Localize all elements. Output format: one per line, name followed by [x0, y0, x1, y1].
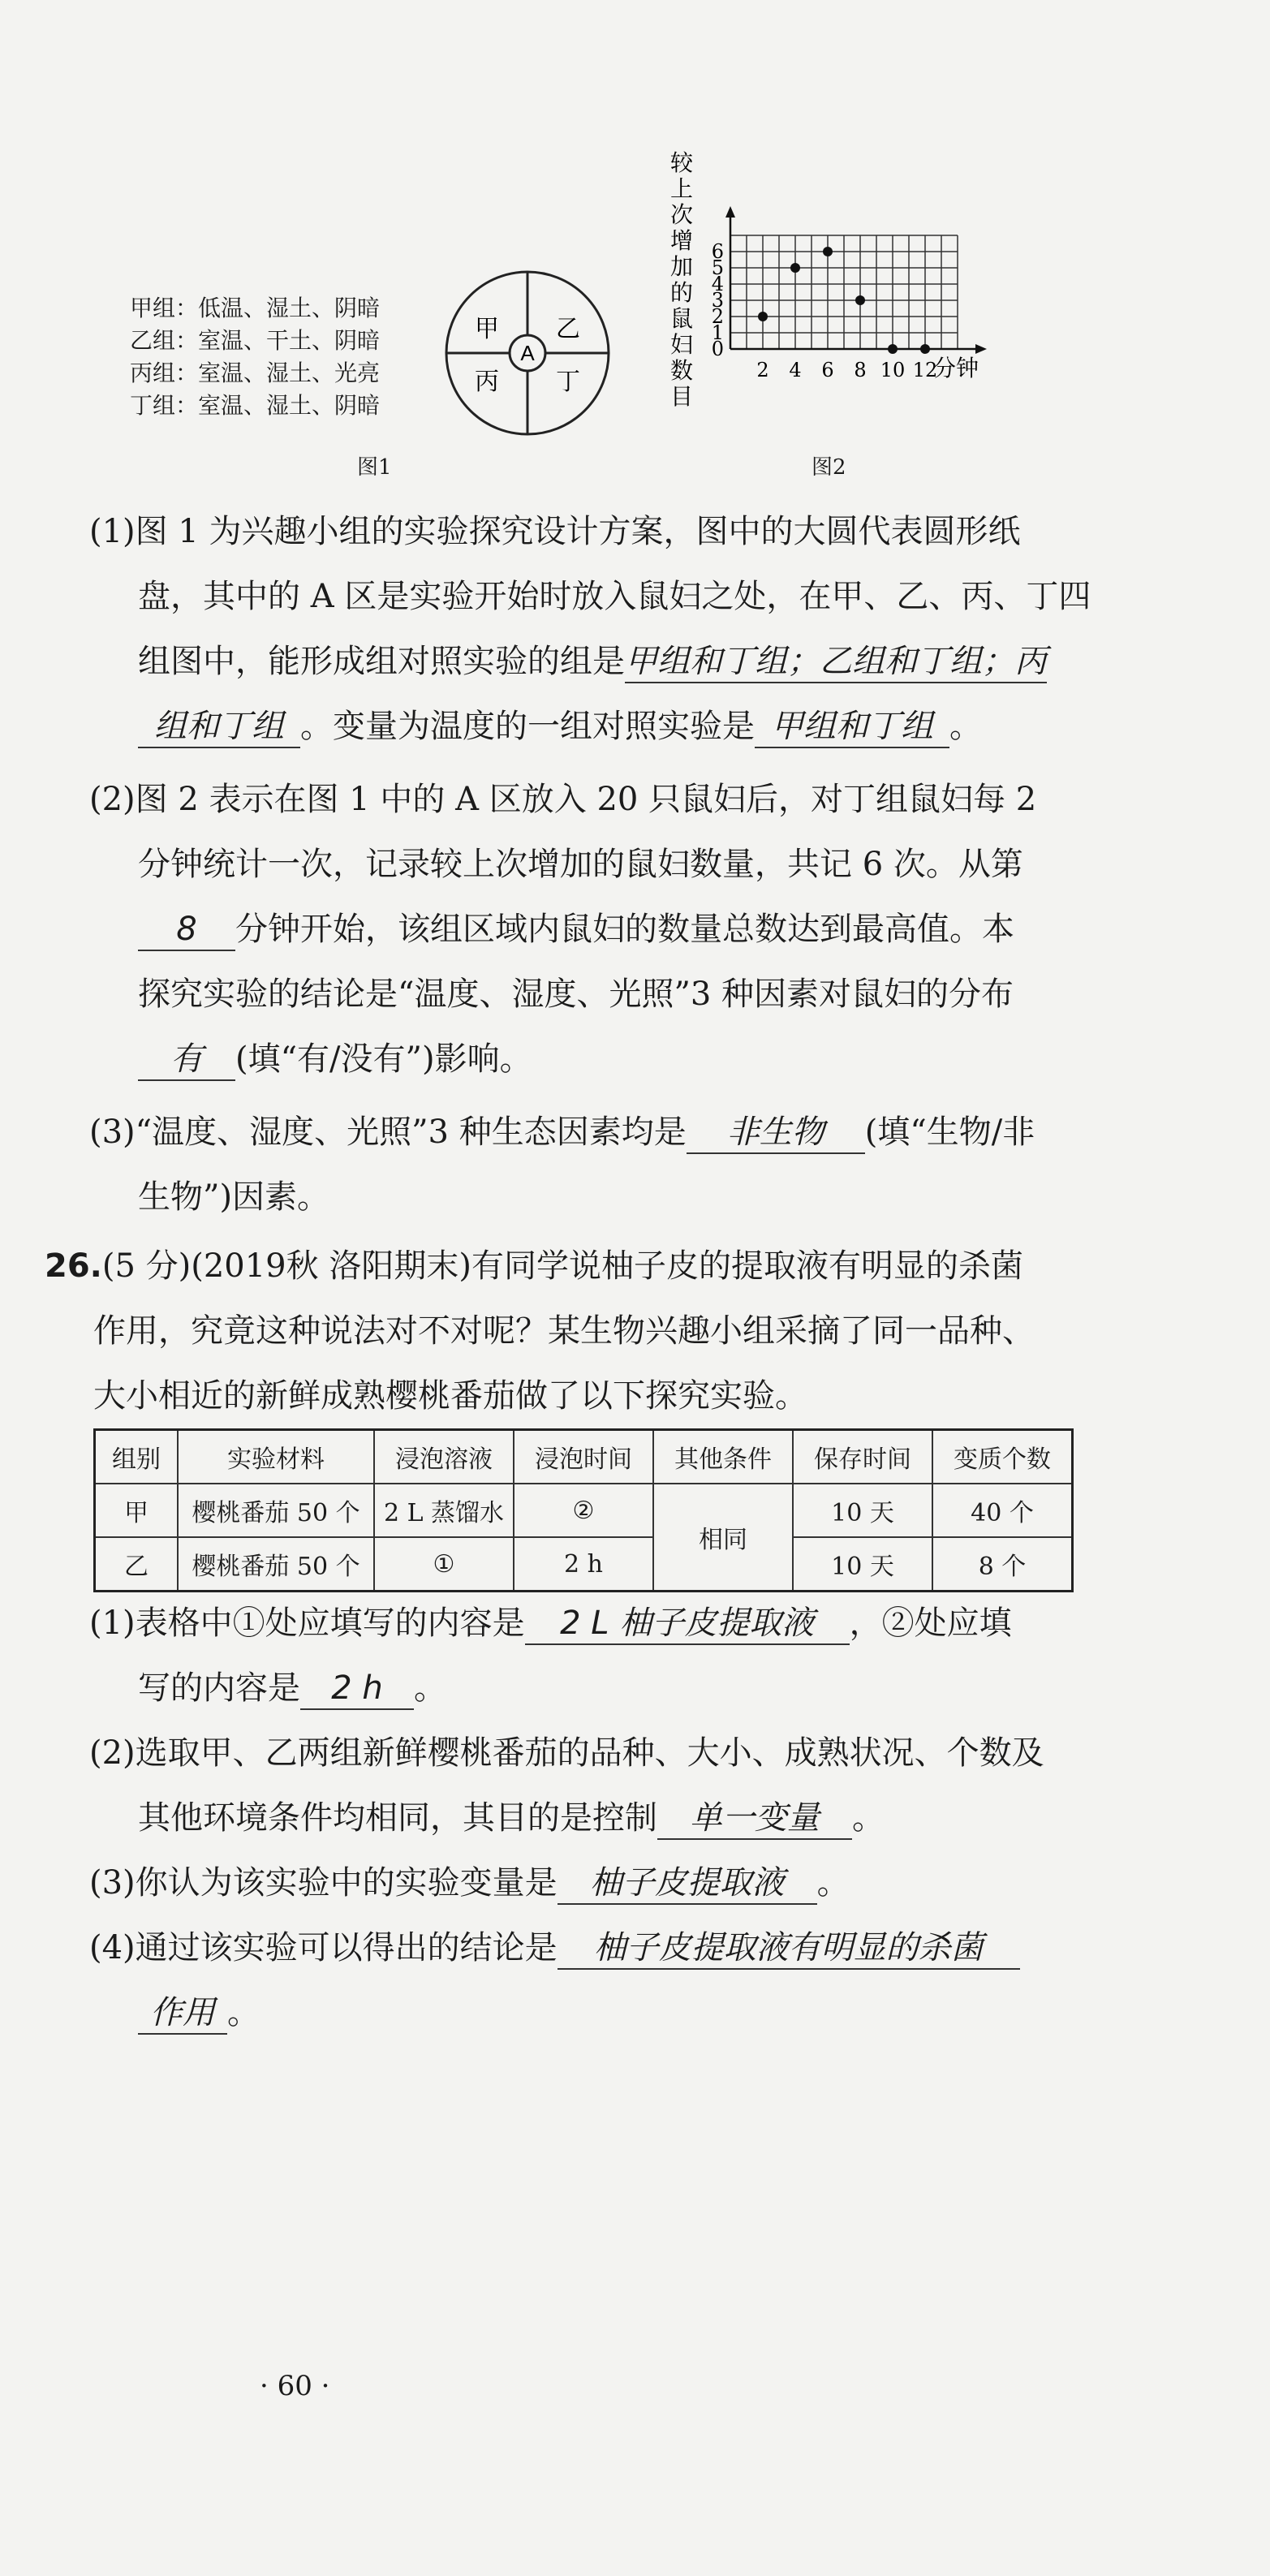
chart-axes [725, 206, 987, 354]
q26-s1-answer2: 2 h [300, 1668, 414, 1710]
data-point [855, 295, 865, 305]
q25-part3 [89, 1100, 1079, 1230]
y-axis-label [670, 149, 694, 410]
header-cell: 组别 [95, 1430, 179, 1484]
table-row [95, 1484, 1073, 1537]
header-cell: 浸泡时间 [514, 1430, 653, 1484]
table-cell: ② [514, 1484, 653, 1537]
q25-p1-line2: 盘，其中的 A 区是实验开始时放入鼠妇之处，在甲、乙、丙、丁四 [138, 578, 1091, 615]
q25-p3-line1-text: (3)“温度、湿度、光照”3 种生态因素均是 [89, 1114, 687, 1151]
q26-line2: 作用，究竟这种说法对不对呢？某生物兴趣小组采摘了同一品种、 [93, 1312, 1035, 1350]
y-tick-label: 6 [711, 240, 724, 263]
q25-p3-line1-post: (填“生物/非 [864, 1114, 1035, 1151]
chart-grid [730, 235, 958, 349]
y-axis-label-char: 增 [669, 227, 694, 254]
q26-s1-end: 。 [414, 1669, 446, 1707]
q25-part2 [89, 767, 1079, 1092]
x-tick-label: 12 [912, 359, 938, 381]
y-axis-label-char: 上 [669, 175, 694, 202]
y-tick-label: 2 [711, 305, 724, 328]
y-axis-label-char: 数 [669, 357, 694, 384]
y-axis-label-char: 鼠 [669, 305, 694, 332]
group-bing: 丙组：室温、湿土、光亮 [130, 360, 381, 386]
data-point [758, 312, 768, 321]
x-tick-label: 6 [821, 359, 834, 381]
y-tick-label: 4 [711, 273, 724, 295]
q26-s4-answer1: 柚子皮提取液有明显的杀菌 [558, 1928, 1020, 1970]
y-axis-label-char: 较 [669, 149, 694, 176]
x-tick-label: 4 [789, 359, 802, 381]
table-row [95, 1537, 1073, 1592]
header-cell: 浸泡溶液 [374, 1430, 514, 1484]
q25-p2-answer1: 8 [138, 909, 235, 951]
q26-s2-line2-text: 其他环境条件均相同，其目的是控制 [138, 1799, 657, 1837]
table-cell: 樱桃番茄 50 个 [178, 1537, 374, 1592]
q26-s1-line2-text: 写的内容是 [138, 1669, 300, 1707]
q25-p1-line4-text: 。变量为温度的一组对照实验是 [300, 708, 755, 745]
quadrant-jia: 甲 [475, 315, 499, 343]
q25-p1-answer1a: 甲组和丁组；乙组和丁组；丙 [625, 641, 1047, 683]
y-axis-label-char: 目 [669, 383, 694, 410]
data-point [920, 344, 930, 354]
y-tick-label: 1 [711, 321, 724, 344]
header-cell: 保存时间 [793, 1430, 932, 1484]
experiment-table [93, 1428, 1074, 1592]
table-cell: 10 天 [793, 1484, 932, 1537]
q26-s1-answer1: 2 L 柚子皮提取液 [525, 1603, 850, 1645]
center-label: A [520, 341, 535, 365]
x-tick-label: 2 [756, 359, 769, 381]
page-number: · 60 · [260, 2370, 330, 2402]
q25-p1-answer1b: 组和丁组 [138, 706, 300, 748]
y-axis-arrow [725, 206, 735, 218]
q25-p3-answer: 非生物 [687, 1112, 865, 1154]
q26-s4-answer2: 作用 [138, 1992, 227, 2035]
table-cell: 甲 [95, 1484, 179, 1537]
q25-p2-line3-text: 分钟开始，该组区域内鼠妇的数量总数达到最高值。本 [235, 911, 1014, 948]
x-tick-label: 8 [854, 359, 867, 381]
q26-number: 26. [45, 1247, 102, 1285]
table-header-row [95, 1430, 1073, 1484]
data-point [823, 247, 833, 256]
table-cell: 2 h [514, 1537, 653, 1592]
q25-p2-answer2: 有 [138, 1039, 235, 1081]
header-cell: 其他条件 [653, 1430, 793, 1484]
y-axis-label-char: 次 [669, 201, 694, 228]
table-cell: 樱桃番茄 50 个 [178, 1484, 374, 1537]
table-cell: ① [374, 1537, 514, 1592]
y-axis-label-char: 妇 [669, 331, 694, 358]
q25-p1-line1: (1)图 1 为兴趣小组的实验探究设计方案，图中的大圆代表圆形纸 [89, 513, 1021, 550]
group-conditions-list [130, 292, 380, 422]
header-cell: 变质个数 [932, 1430, 1073, 1484]
x-tick-label: 10 [880, 359, 906, 381]
figure2-chart [665, 146, 1006, 438]
group-yi: 乙组：室温、干土、阴暗 [130, 327, 381, 354]
table-cell: 40 个 [932, 1484, 1073, 1537]
q26-s4-text: (4)通过该实验可以得出的结论是 [89, 1929, 558, 1966]
chart-ticks [712, 240, 938, 381]
q26-s1-text: (1)表格中①处应填写的内容是 [89, 1605, 525, 1642]
header-cell: 实验材料 [178, 1430, 374, 1484]
table-cell: 乙 [95, 1537, 179, 1592]
group-jia: 甲组：低温、湿土、阴暗 [130, 295, 381, 321]
q25-p2-line2: 分钟统计一次，记录较上次增加的鼠妇数量，共记 6 次。从第 [138, 846, 1023, 883]
q26-s2-line1: (2)选取甲、乙两组新鲜樱桃番茄的品种、大小、成熟状况、个数及 [89, 1734, 1044, 1772]
x-axis-label: 分钟 [933, 355, 979, 381]
q25-p1-answer2: 甲组和丁组 [755, 706, 949, 748]
table-cell: 8 个 [932, 1537, 1073, 1592]
q25-p1-line3-text: 组图中，能形成组对照实验的组是 [138, 643, 625, 680]
y-tick-label: 3 [711, 289, 724, 312]
y-tick-label: 0 [711, 338, 724, 360]
y-axis-label-char: 的 [669, 279, 694, 306]
q26-subquestions [89, 1591, 1079, 2045]
quadrant-ding: 丁 [556, 368, 580, 396]
group-ding: 丁组：室温、湿土、阴暗 [130, 392, 381, 419]
q26-line3: 大小相近的新鲜成熟樱桃番茄做了以下探究实验。 [93, 1377, 807, 1415]
table-cell: 2 L 蒸馏水 [374, 1484, 514, 1537]
q26-s3-end: 。 [816, 1864, 850, 1902]
q25-part1 [89, 499, 1091, 759]
q25-p2-line4: 探究实验的结论是“温度、湿度、光照”3 种因素对鼠妇的分布 [138, 976, 1014, 1013]
data-point [888, 344, 898, 354]
q26-s2-end: 。 [852, 1799, 885, 1837]
q26-s2-answer: 单一变量 [657, 1798, 852, 1840]
table-cell-merged: 相同 [653, 1484, 793, 1592]
q25-p1-end: 。 [949, 708, 982, 745]
q26-line1: (5 分)(2019秋 洛阳期末)有同学说柚子皮的提取液有明显的杀菌 [101, 1247, 1023, 1285]
q26-s3-text: (3)你认为该实验中的实验变量是 [89, 1864, 558, 1902]
q26-s3-answer: 柚子皮提取液 [558, 1863, 817, 1905]
q25-p2-line1: (2)图 2 表示在图 1 中的 A 区放入 20 只鼠妇后，对丁组鼠妇每 2 [89, 781, 1037, 818]
quadrant-yi: 乙 [556, 315, 580, 343]
q25-p3-line2: 生物”)因素。 [138, 1178, 330, 1216]
x-axis-arrow [975, 344, 987, 354]
y-tick-label: 5 [711, 256, 724, 279]
table-cell: 10 天 [793, 1537, 932, 1592]
q26-s1-mid: ，②处应填 [849, 1605, 1012, 1642]
q25-p2-line5-text: (填“有/没有”)影响。 [235, 1040, 532, 1078]
figure1-caption: 图1 [357, 455, 392, 480]
q26-s4-end: 。 [227, 1994, 260, 2031]
quadrant-bing: 丙 [475, 368, 499, 396]
data-point [790, 263, 800, 273]
y-axis-label-char: 加 [669, 253, 694, 280]
q26-intro [45, 1234, 1083, 1428]
figure1-circle-diagram [438, 264, 617, 442]
figure2-caption: 图2 [812, 455, 846, 480]
